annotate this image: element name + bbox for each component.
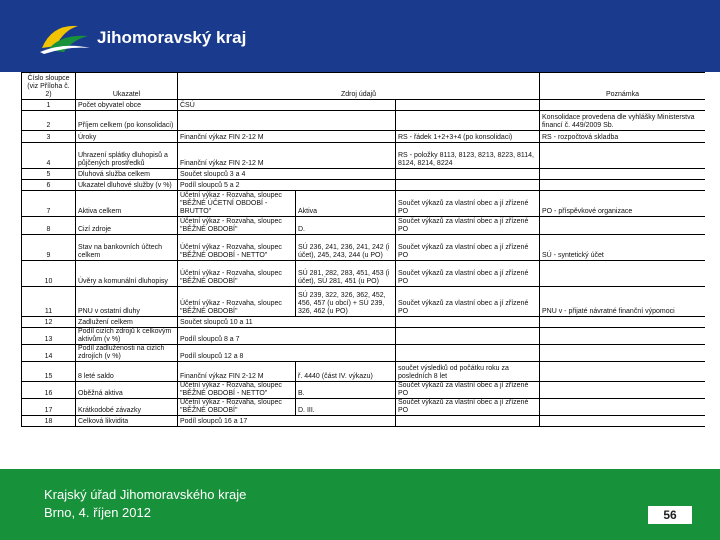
- table-cell: Zadlužení celkem: [76, 317, 178, 328]
- table-cell: D. III.: [296, 399, 396, 416]
- table-cell: [396, 180, 540, 191]
- row-number-cell: 9: [22, 235, 76, 261]
- footer-date: Brno, 4. říjen 2012: [44, 505, 151, 520]
- table-row: [22, 180, 706, 191]
- table-row: [22, 382, 706, 399]
- table-cell: Účetní výkaz - Rozvaha, sloupec "BĚŽNÉ OBDOBÍ": [178, 399, 296, 416]
- table-row: [22, 287, 706, 317]
- indicator-table-wrapper: [21, 72, 705, 470]
- table-header-row: [22, 73, 706, 100]
- table-cell: Celková likvidita: [76, 416, 178, 427]
- table-cell: Součet výkazů za vlastní obec a jí zřízené PO: [396, 217, 540, 235]
- table-row: [22, 111, 706, 131]
- table-row: [22, 399, 706, 416]
- table-cell: Součet sloupců 3 a 4: [178, 169, 396, 180]
- table-cell: Uhrazení splátky dluhopisů a půjčených prostředků: [76, 143, 178, 169]
- table-cell: Účetní výkaz - Rozvaha, sloupec "BĚŽNÉ OBDOBÍ - NETTO": [178, 382, 296, 399]
- column-header: Číslo sloupce (viz Příloha č. 2): [22, 73, 76, 100]
- table-cell: PO - příspěvkové organizace: [540, 191, 706, 217]
- table-cell: Součet výkazů za vlastní obec a jí zřízené PO: [396, 191, 540, 217]
- table-cell: [540, 317, 706, 328]
- table-cell: Podíl sloupců 12 a 8: [178, 345, 396, 362]
- row-number-cell: 10: [22, 261, 76, 287]
- table-cell: D.: [296, 217, 396, 235]
- table-cell: Účetní výkaz - Rozvaha, sloupec "BĚŽNÉ OBDOBÍ": [178, 261, 296, 287]
- row-number-cell: 12: [22, 317, 76, 328]
- table-cell: [540, 362, 706, 382]
- table-cell: Podíl cizích zdrojů k celkovým aktivům (v %): [76, 328, 178, 345]
- column-header: Zdroj údajů: [178, 73, 540, 100]
- table-row: [22, 416, 706, 427]
- table-cell: Oběžná aktiva: [76, 382, 178, 399]
- table-cell: Počet obyvatel obce: [76, 100, 178, 111]
- table-cell: Účetní výkaz - Rozvaha, sloupec "BĚŽNÉ OBDOBÍ": [178, 217, 296, 235]
- table-cell: [540, 217, 706, 235]
- table-cell: [396, 317, 540, 328]
- table-cell: [540, 416, 706, 427]
- table-row: [22, 169, 706, 180]
- table-cell: [178, 111, 396, 131]
- table-cell: Podíl sloupců 5 a 2: [178, 180, 396, 191]
- table-cell: Stav na bankovních účtech celkem: [76, 235, 178, 261]
- table-cell: [540, 345, 706, 362]
- table-cell: Konsolidace provedena dle vyhlášky Ministerstva financí č. 449/2009 Sb.: [540, 111, 706, 131]
- table-row: [22, 362, 706, 382]
- indicator-table: [21, 72, 705, 427]
- table-cell: [540, 261, 706, 287]
- table-cell: Součet sloupců 10 a 11: [178, 317, 396, 328]
- row-number-cell: 3: [22, 131, 76, 143]
- table-cell: SÚ 281, 282, 283, 451, 453 (i účet), SÚ 281, 451 (u PO): [296, 261, 396, 287]
- table-row: [22, 261, 706, 287]
- table-row: [22, 317, 706, 328]
- table-cell: Úvěry a komunální dluhopisy: [76, 261, 178, 287]
- row-number-cell: 11: [22, 287, 76, 317]
- row-number-cell: 16: [22, 382, 76, 399]
- table-cell: [540, 328, 706, 345]
- table-cell: Krátkodobé závazky: [76, 399, 178, 416]
- table-cell: Podíl sloupců 16 a 17: [178, 416, 396, 427]
- table-cell: [540, 143, 706, 169]
- table-cell: [396, 100, 540, 111]
- column-header: Ukazatel: [76, 73, 178, 100]
- table-row: [22, 131, 706, 143]
- table-cell: Cizí zdroje: [76, 217, 178, 235]
- row-number-cell: 15: [22, 362, 76, 382]
- row-number-cell: 17: [22, 399, 76, 416]
- table-cell: RS - položky 8113, 8123, 8213, 8223, 8114, 8124, 8214, 8224: [396, 143, 540, 169]
- table-cell: 8 leté saldo: [76, 362, 178, 382]
- table-cell: Finanční výkaz FIN 2-12 M: [178, 143, 396, 169]
- table-cell: [540, 382, 706, 399]
- row-number-cell: 18: [22, 416, 76, 427]
- table-cell: Podíl zadluženosti na cizích zdrojích (v %): [76, 345, 178, 362]
- brand-name: Jihomoravský kraj: [97, 28, 247, 47]
- table-cell: ČSÚ: [178, 100, 396, 111]
- table-cell: [540, 169, 706, 180]
- row-number-cell: 1: [22, 100, 76, 111]
- row-number-cell: 13: [22, 328, 76, 345]
- table-cell: [540, 180, 706, 191]
- table-cell: ř. 4440 (část IV. výkazu): [296, 362, 396, 382]
- table-row: [22, 100, 706, 111]
- table-cell: RS - rozpočtová skladba: [540, 131, 706, 143]
- row-number-cell: 5: [22, 169, 76, 180]
- table-row: [22, 345, 706, 362]
- table-cell: RS - řádek 1+2+3+4 (po konsolidaci): [396, 131, 540, 143]
- table-cell: [396, 169, 540, 180]
- table-row: [22, 235, 706, 261]
- column-header: Poznámka: [540, 73, 706, 100]
- table-cell: Součet výkazů za vlastní obec a jí zřízené PO: [396, 287, 540, 317]
- table-cell: Ukazatel dluhové služby (v %): [76, 180, 178, 191]
- table-cell: Aktiva celkem: [76, 191, 178, 217]
- footer-org: Krajský úřad Jihomoravského kraje: [44, 487, 247, 502]
- row-number-cell: 2: [22, 111, 76, 131]
- table-cell: Součet výkazů za vlastní obec a jí zřízené PO: [396, 399, 540, 416]
- row-number-cell: 6: [22, 180, 76, 191]
- table-cell: součet výsledků od počátku roku za posledních 8 let: [396, 362, 540, 382]
- table-cell: Podíl sloupců 8 a 7: [178, 328, 396, 345]
- table-cell: Součet výkazů za vlastní obec a jí zřízené PO: [396, 261, 540, 287]
- jihomoravsky-kraj-logo-icon: [38, 20, 92, 54]
- table-cell: Příjem celkem (po konsolidaci): [76, 111, 178, 131]
- table-cell: Úroky: [76, 131, 178, 143]
- table-cell: Dluhová služba celkem: [76, 169, 178, 180]
- table-cell: Součet výkazů za vlastní obec a jí zřízené PO: [396, 235, 540, 261]
- table-row: [22, 328, 706, 345]
- table-cell: B.: [296, 382, 396, 399]
- table-cell: Účetní výkaz - Rozvaha, sloupec "BĚŽNÉ OBDOBÍ": [178, 287, 296, 317]
- table-cell: Aktiva: [296, 191, 396, 217]
- page-number: 56: [648, 506, 692, 524]
- row-number-cell: 14: [22, 345, 76, 362]
- table-row: [22, 143, 706, 169]
- row-number-cell: 7: [22, 191, 76, 217]
- table-row: [22, 191, 706, 217]
- table-cell: PNU v ostatní dluhy: [76, 287, 178, 317]
- header-bar: [0, 0, 720, 72]
- table-row: [22, 217, 706, 235]
- table-cell: SÚ - syntetický účet: [540, 235, 706, 261]
- table-cell: [396, 416, 540, 427]
- row-number-cell: 8: [22, 217, 76, 235]
- table-cell: Součet výkazů za vlastní obec a jí zřízené PO: [396, 382, 540, 399]
- table-cell: [396, 328, 540, 345]
- row-number-cell: 4: [22, 143, 76, 169]
- table-cell: [540, 100, 706, 111]
- table-cell: Účetní výkaz - Rozvaha, sloupec "BĚŽNÉ OBDOBÍ - NETTO": [178, 235, 296, 261]
- table-cell: Účetní výkaz - Rozvaha, sloupec "BĚŽNÉ ÚČETNÍ OBDOBÍ - BRUTTO": [178, 191, 296, 217]
- table-cell: [540, 399, 706, 416]
- table-cell: [396, 111, 540, 131]
- table-cell: PNU v - přijaté návratné finanční výpomoci: [540, 287, 706, 317]
- table-cell: Finanční výkaz FIN 2-12 M: [178, 362, 296, 382]
- table-cell: SÚ 236, 241, 236, 241, 242 (i účet), 245, 243, 244 (u PO): [296, 235, 396, 261]
- table-cell: SÚ 239, 322, 326, 362, 452, 456, 457 (u obcí) + SÚ 239, 326, 462 (u PO): [296, 287, 396, 317]
- table-cell: Finanční výkaz FIN 2-12 M: [178, 131, 396, 143]
- table-cell: [396, 345, 540, 362]
